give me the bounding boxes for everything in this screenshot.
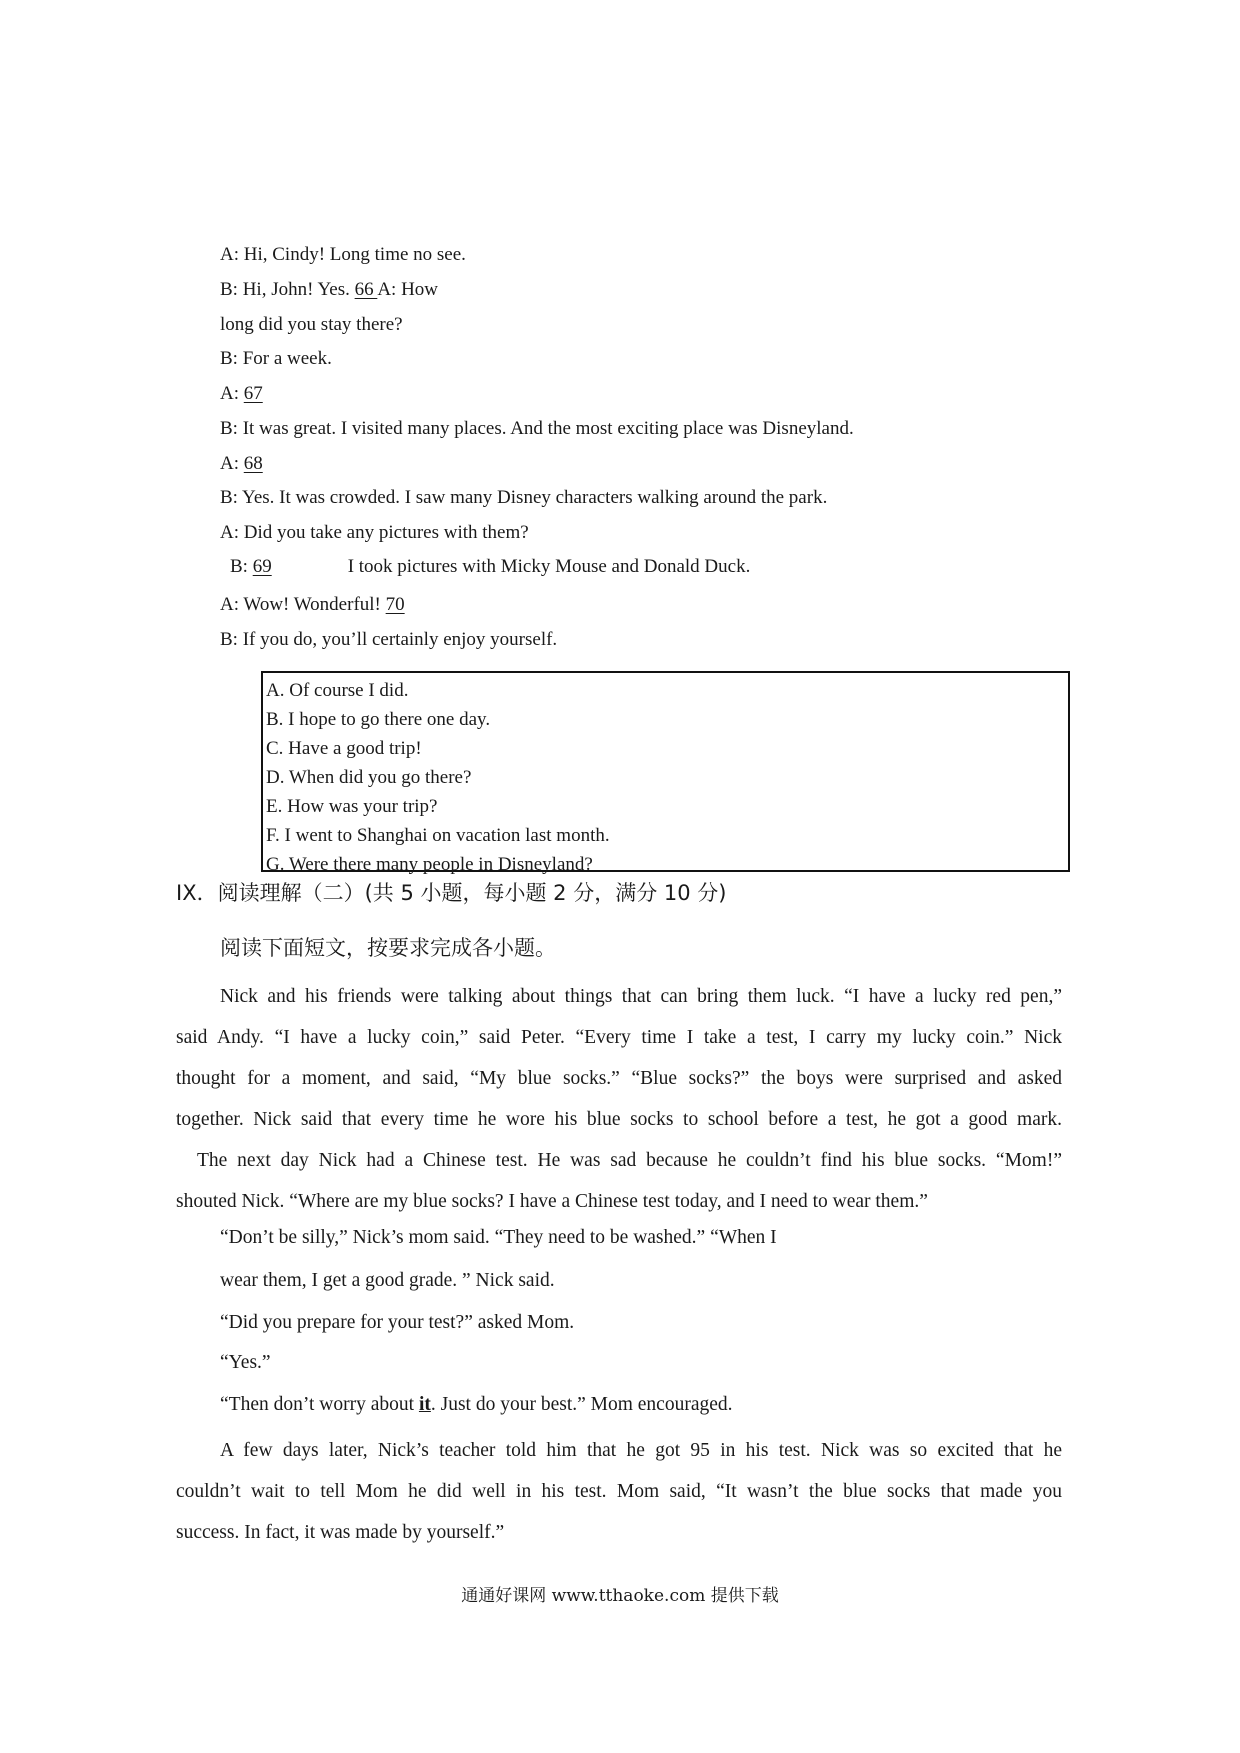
option-a: A. Of course I did.: [266, 680, 409, 701]
passage-line: “Did you prepare for your test?” asked Mom.: [220, 1312, 575, 1333]
blank-67: 67: [243, 383, 263, 404]
blank-70: 70: [385, 594, 405, 615]
passage-line: wear them, I get a good grade. ” Nick said.: [220, 1270, 555, 1291]
dialogue-line: [220, 485, 827, 511]
dialogue-text: B: It was great. I visited many places. And the most exciting place was Disneyland.: [220, 418, 854, 439]
dialogue-text: B: Hi, John! Yes.: [220, 279, 355, 300]
dialogue-text: A: Did you take any pictures with them?: [220, 522, 529, 543]
dialogue-text: B:: [230, 556, 253, 577]
passage-line: couldn’t wait to tell Mom he did well in his test. Mom said, “It wasn’t the blue socks that made you: [176, 1481, 1062, 1502]
dialogue-line: [220, 346, 332, 372]
passage-line: said Andy. “I have a lucky coin,” said Peter. “Every time I take a test, I carry my lucky coin.” Nick: [176, 1027, 1062, 1048]
dialogue-text: A: Wow! Wonderful!: [220, 594, 386, 615]
passage-line: A few days later, Nick’s teacher told him that he got 95 in his test. Nick was so excited that he: [220, 1440, 1062, 1461]
dialogue-text: A: How: [377, 279, 439, 300]
passage-line: The next day Nick had a Chinese test. He was sad because he couldn’t find his blue socks. “Mom!”: [197, 1150, 1062, 1171]
blank-69: 69: [252, 556, 272, 577]
section-title: IX．阅读理解（二）(共 5 小题，每小题 2 分，满分 10 分): [176, 881, 727, 905]
blank-68: 68: [243, 453, 263, 474]
underlined-word: it: [418, 1394, 431, 1415]
dialogue-line: [220, 592, 405, 618]
passage-line: shouted Nick. “Where are my blue socks? I have a Chinese test today, and I need to wear them.”: [176, 1191, 928, 1212]
dialogue-line: [220, 451, 263, 477]
dialogue-text: B: Yes. It was crowded. I saw many Disney characters walking around the park.: [220, 487, 828, 508]
passage-paragraph-7: [176, 1430, 1062, 1553]
dialogue-text: B: If you do, you’ll certainly enjoy yourself.: [220, 629, 558, 650]
dialogue-text: A:: [220, 453, 244, 474]
option-c: C. Have a good trip!: [266, 738, 422, 759]
dialogue-line: [220, 381, 263, 407]
passage-line: success. In fact, it was made by yourself.”: [176, 1522, 505, 1543]
option-f: F. I went to Shanghai on vacation last month.: [266, 825, 610, 846]
passage-line: together. Nick said that every time he wore his blue socks to school before a test, he got a good mark.: [176, 1109, 1062, 1130]
options-box: [261, 671, 1070, 875]
dialogue-text: A: Hi, Cindy! Long time no see.: [220, 244, 466, 265]
dialogue-line: [220, 277, 438, 303]
passage-text: “Then don’t worry about: [220, 1394, 419, 1415]
dialogue-text: I took pictures with Micky Mouse and Donald Duck.: [347, 556, 751, 577]
passage-line: “Yes.”: [220, 1352, 271, 1373]
dialogue-text: A:: [220, 383, 244, 404]
section-instruction: 阅读下面短文，按要求完成各小题。: [220, 936, 556, 960]
passage-paragraph-2: [176, 1140, 1062, 1222]
dialogue-text: B: For a week.: [220, 348, 332, 369]
dialogue-line: [220, 312, 403, 338]
dialogue-line: [220, 416, 854, 442]
option-d: D. When did you go there?: [266, 767, 472, 788]
passage-paragraph-1: [176, 976, 1062, 1140]
passage-line: [220, 1392, 733, 1418]
dialogue-line: [220, 520, 529, 546]
dialogue-line: [230, 554, 750, 580]
option-g: G. Were there many people in Disneyland?: [266, 854, 593, 875]
option-e: E. How was your trip?: [266, 796, 438, 817]
dialogue-line: [220, 627, 557, 653]
option-b: B. I hope to go there one day.: [266, 709, 491, 730]
dialogue-text: long did you stay there?: [220, 314, 403, 335]
passage-text: . Just do your best.” Mom encouraged.: [430, 1394, 733, 1415]
passage-line: thought for a moment, and said, “My blue socks.” “Blue socks?” the boys were surprised and asked: [176, 1068, 1062, 1089]
passage-line: “Don’t be silly,” Nick’s mom said. “They need to be washed.” “When I: [220, 1227, 777, 1248]
blank-66: 66: [354, 279, 378, 300]
passage-line: Nick and his friends were talking about things that can bring them luck. “I have a lucky red pen,”: [220, 986, 1062, 1007]
page-footer: 通通好课网 www.tthaoke.com 提供下载: [461, 1586, 779, 1606]
dialogue-line: [220, 242, 466, 268]
